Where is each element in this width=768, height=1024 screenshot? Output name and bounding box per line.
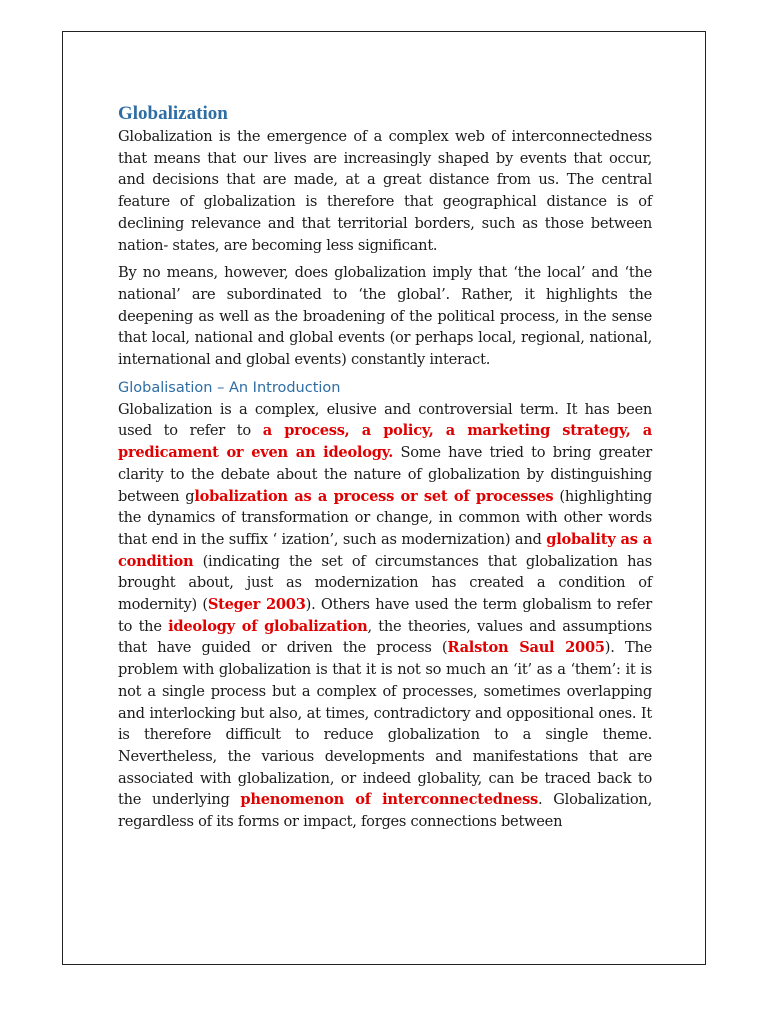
paragraph-3	[118, 399, 652, 833]
highlight-globalization-process: lobalization as a process or set of processes	[194, 487, 554, 505]
page-title: Globalization	[118, 103, 228, 124]
document-page	[62, 31, 706, 965]
text-run: (highlighting the dynamics of transformation or change, in common with other words that end in the suffix ‘ ization’, such as modernization) and	[118, 487, 652, 548]
paragraph-1: Globalization is the emergence of a complex web of interconnectedness that means that our lives are increasingly shaped by events that occur, and decisions that are made, at a great distance from us. The central feature of globalization is therefore that geographical distance is of declining relevance and that territorial borders, such as those between nation- states, are becoming less significant.	[118, 128, 652, 254]
text-run: Some have tried to bring greater clarity to the debate about the nature of globalization by distinguishing between g	[118, 444, 652, 505]
text-run: ). Others have used the term globalism to refer to the	[118, 596, 653, 635]
paragraph-2: By no means, however, does globalization imply that ‘the local’ and ‘the national’ are subordinated to ‘the global’. Rather, it highlights the deepening as well as the broadening of the political process, in the sense that local, national and global events (or perhaps local, regional, national, international and global events) constantly interact.	[118, 264, 652, 369]
text-run: Globalization is a complex, elusive and controversial term. It has been used to refer to	[118, 400, 652, 440]
section-heading: Globalisation – An Introduction	[118, 379, 341, 396]
highlight-ideology: ideology of globalization	[168, 617, 368, 635]
text-run: ). The problem with globalization is that it is not so much an ‘it’ as a ‘them’: it is not a single process but a complex of processes, sometimes overlapping and interlocking but also, at times, contradictory and oppositional ones. It is therefore difficult to reduce globalization to a single theme. Nevertheless, the various developments and manifestations that are associated with globalization, or indeed globality, can be traced back to the underlying	[118, 639, 652, 809]
text-run: , the theories, values and assumptions that have guided or driven the process (	[118, 617, 652, 657]
text-run: (indicating the set of circumstances that globalization has brought about, just as modernization has created a condition of modernity) (	[118, 552, 652, 614]
citation-ralston-saul: Ralston Saul 2005	[447, 639, 605, 657]
highlight-interconnectedness: phenomenon of interconnectedness	[240, 791, 539, 809]
highlight-process-policy: a process, a policy, a marketing strategy, a predicament or even an ideology.	[118, 422, 652, 462]
citation-steger: Steger 2003	[207, 596, 306, 614]
highlight-globality-condition: globality as a condition	[118, 530, 652, 570]
document-body	[118, 102, 652, 833]
text-run: . Globalization, regardless of its forms or impact, forges connections between	[118, 791, 652, 831]
